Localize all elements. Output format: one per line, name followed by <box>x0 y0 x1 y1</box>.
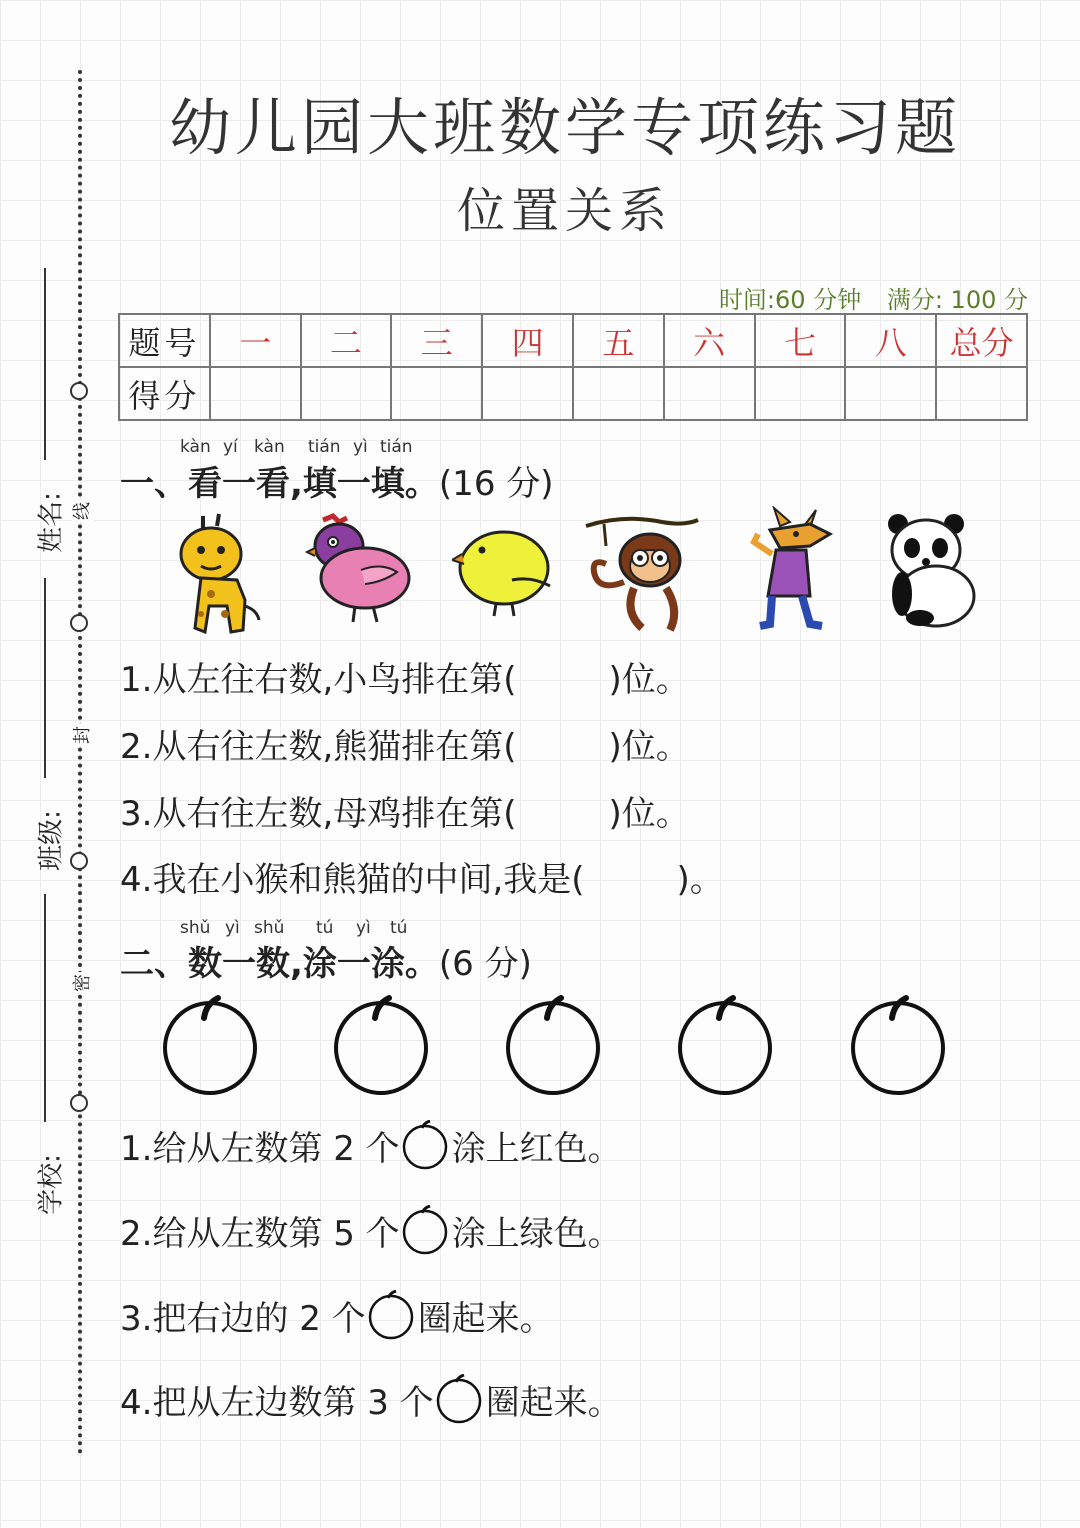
section-2-question-4 <box>120 1374 622 1424</box>
question-text: 2.从右往左数,熊猫排在第( <box>120 727 517 767</box>
name-fill-line <box>44 268 46 460</box>
score-label: 得分 <box>119 367 210 420</box>
panda-icon <box>880 510 980 630</box>
pinyin-annotation: shǔ <box>254 918 285 938</box>
pinyin-annotation: tú <box>316 918 334 938</box>
score-cell[interactable] <box>391 367 482 420</box>
pinyin-annotation: yí <box>223 437 238 457</box>
question-text: 2.给从左数第 5 个 <box>120 1214 400 1254</box>
question-text: 1.给从左数第 2 个 <box>120 1129 400 1169</box>
question-text: 涂上红色。 <box>451 1129 622 1169</box>
apple-icon <box>366 1290 418 1340</box>
binding-ring <box>70 852 88 870</box>
column-header: 八 <box>845 314 936 367</box>
question-text: 3.把右边的 2 个 <box>120 1299 366 1339</box>
apple-icon <box>400 1120 452 1170</box>
section-2-title: 二、数一数,涂一涂。 <box>120 944 439 984</box>
column-header: 七 <box>755 314 846 367</box>
column-header: 二 <box>301 314 392 367</box>
column-header: 一 <box>210 314 301 367</box>
column-header: 总分 <box>936 314 1027 367</box>
score-cell[interactable] <box>664 367 755 420</box>
pinyin-annotation: kàn <box>254 437 285 457</box>
time-limit: 时间:60 分钟 <box>718 286 862 314</box>
section-1-points: (16 分) <box>438 464 554 504</box>
score-table <box>118 313 1028 421</box>
section-1-question-4 <box>120 852 724 901</box>
exam-meta <box>701 280 1028 315</box>
giraffe-icon <box>165 510 265 640</box>
question-text: 圈起来。 <box>417 1299 554 1339</box>
question-text: 4.把从左边数第 3 个 <box>120 1383 434 1423</box>
hen-icon <box>303 512 418 627</box>
section-1-title: 一、看一看,填一填。 <box>120 464 439 504</box>
fox-icon <box>750 506 834 632</box>
apple-icon <box>400 1205 452 1255</box>
question-text: 3.从右往左数,母鸡排在第( <box>120 794 517 834</box>
apple-icon[interactable] <box>331 992 431 1096</box>
score-cell[interactable] <box>573 367 664 420</box>
column-header: 六 <box>664 314 755 367</box>
score-cell[interactable] <box>301 367 392 420</box>
question-text: )位。 <box>608 660 690 700</box>
binding-ring <box>70 1094 88 1112</box>
pinyin-annotation: tián <box>380 437 413 457</box>
section-2-question-1 <box>120 1120 622 1170</box>
page-subtitle: 位置关系 <box>456 183 673 239</box>
section-2-points: (6 分) <box>438 944 532 984</box>
score-cell[interactable] <box>755 367 846 420</box>
question-text: )位。 <box>608 794 690 834</box>
apple-icon[interactable] <box>503 992 603 1096</box>
section-1-heading <box>120 456 554 505</box>
chick-icon <box>452 520 560 620</box>
score-cell[interactable] <box>936 367 1027 420</box>
pinyin-annotation: kàn <box>180 437 211 457</box>
score-table-header-row <box>119 314 1027 367</box>
pinyin-annotation: yì <box>225 918 240 938</box>
page-title: 幼儿园大班数学专项练习题 <box>168 91 961 164</box>
apple-icon[interactable] <box>675 992 775 1096</box>
class-label: 班级: <box>36 810 67 871</box>
section-2-question-2 <box>120 1205 622 1255</box>
column-header: 五 <box>573 314 664 367</box>
score-cell[interactable] <box>210 367 301 420</box>
class-fill-line <box>44 578 46 778</box>
score-table-score-row <box>119 367 1027 420</box>
pinyin-annotation: shǔ <box>180 918 211 938</box>
seal-mark: 密 <box>72 974 93 992</box>
binding-ring <box>70 382 88 400</box>
pinyin-annotation: yì <box>353 437 368 457</box>
column-header: 四 <box>482 314 573 367</box>
question-text: 4.我在小猴和熊猫的中间,我是( <box>120 860 585 900</box>
full-score: 满分: 100 分 <box>886 286 1028 314</box>
column-header: 三 <box>391 314 482 367</box>
seal-mark: 封 <box>72 726 93 744</box>
apple-icon <box>434 1374 486 1424</box>
name-label: 姓名: <box>36 492 67 553</box>
apple-icon[interactable] <box>848 992 948 1096</box>
section-1-question-1 <box>120 652 690 701</box>
monkey-icon <box>584 512 702 636</box>
section-1-question-2 <box>120 719 690 768</box>
apple-icon[interactable] <box>160 992 260 1096</box>
pinyin-annotation: tián <box>308 437 341 457</box>
pinyin-annotation: yì <box>356 918 371 938</box>
question-text: 1.从左往右数,小鸟排在第( <box>120 660 517 700</box>
question-text: )位。 <box>608 727 690 767</box>
seal-mark: 线 <box>72 502 93 520</box>
score-cell[interactable] <box>482 367 573 420</box>
school-fill-line <box>44 894 46 1122</box>
pinyin-annotation: tú <box>390 918 408 938</box>
question-text: 圈起来。 <box>485 1383 622 1423</box>
school-label: 学校: <box>36 1154 67 1215</box>
section-1-question-3 <box>120 786 690 835</box>
question-text: )。 <box>676 860 724 900</box>
question-text: 涂上绿色。 <box>451 1214 622 1254</box>
binding-dotted-line <box>78 70 82 1455</box>
section-2-question-3 <box>120 1290 554 1340</box>
score-cell[interactable] <box>845 367 936 420</box>
section-2-heading <box>120 936 532 985</box>
binding-ring <box>70 614 88 632</box>
question-number-label: 题号 <box>119 314 210 367</box>
